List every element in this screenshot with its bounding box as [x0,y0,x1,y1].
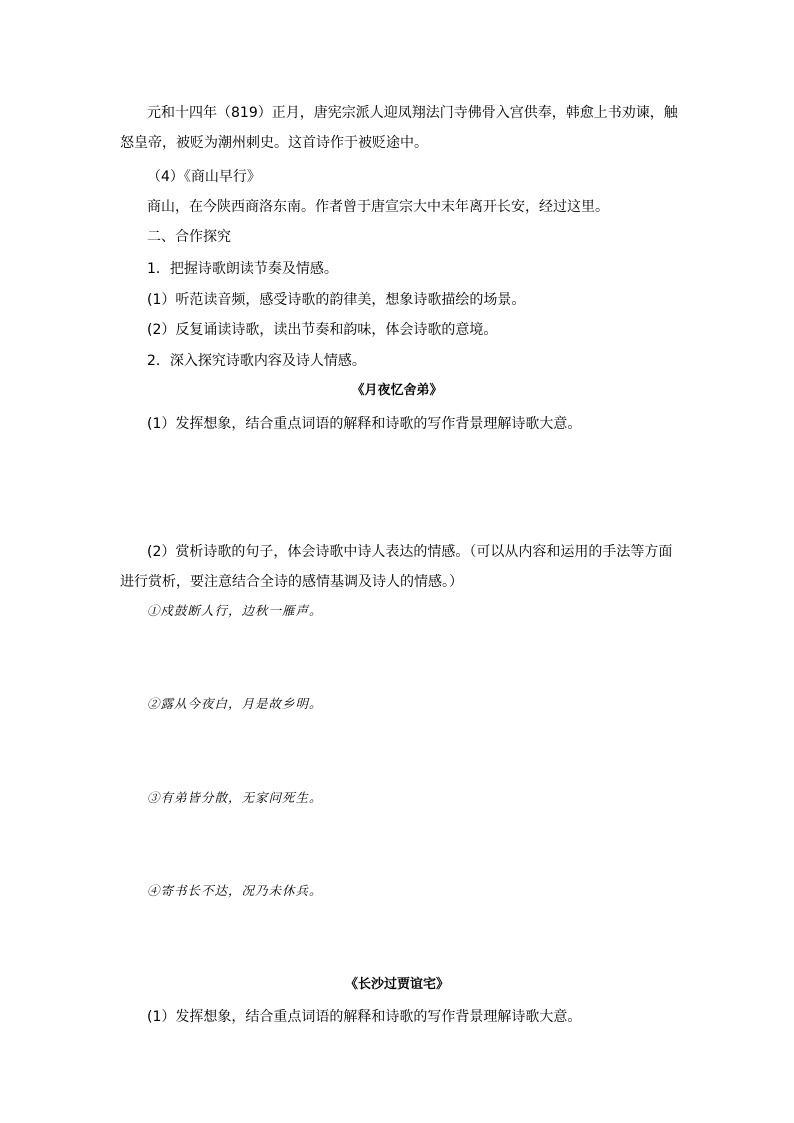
task-1-step-2: (2）反复诵读诗歌，读出节奏和韵味，体会诗歌的意境。 [147,322,498,338]
section-2-title: 二、合作探究 [147,229,231,245]
poem-2-title: 《长沙过贾谊宅》 [344,977,449,992]
poem-1-line-1: ①戍鼓断人行，边秋一雁声。 [147,603,323,618]
item-4-title: （4）《商山早行》 [147,169,261,185]
poem-1-question-1: (1）发挥想象，结合重点词语的解释和诗歌的写作背景理解诗歌大意。 [147,416,582,432]
background-paragraph-2: 商山，在今陕西商洛东南。作者曾于唐宣宗大中末年离开长安，经过这里。 [147,199,609,215]
poem-1-question-2: (2）赏析诗歌的句子，体会诗歌中诗人表达的情感。（可以从内容和运用的手法等方面进行赏析，要注意结合全诗的感情基调及诗人的情感。） [120,544,673,590]
background-paragraph-1: 元和十四年（819）正月，唐宪宗派人迎凤翔法门寺佛骨入宫供奉，韩愈上书劝谏，触怒皇帝，被贬为潮州刺史。这首诗作于被贬途中。 [120,105,678,151]
poem-1-line-4: ④寄书长不达，况乃未休兵。 [147,883,323,898]
poem-1-title: 《月夜忆舍弟》 [351,383,443,398]
task-1-step-1: (1）听范读音频，感受诗歌的韵律美，想象诗歌描绘的场景。 [147,292,526,308]
poem-1-line-3: ③有弟皆分散，无家问死生。 [147,790,323,805]
task-2: 2．深入探究诗歌内容及诗人情感。 [147,353,366,369]
poem-2-question-1: (1）发挥想象，结合重点词语的解释和诗歌的写作背景理解诗歌大意。 [147,1009,582,1025]
task-1: 1．把握诗歌朗读节奏及情感。 [147,261,338,277]
poem-1-line-2: ②露从今夜白，月是故乡明。 [147,696,323,711]
